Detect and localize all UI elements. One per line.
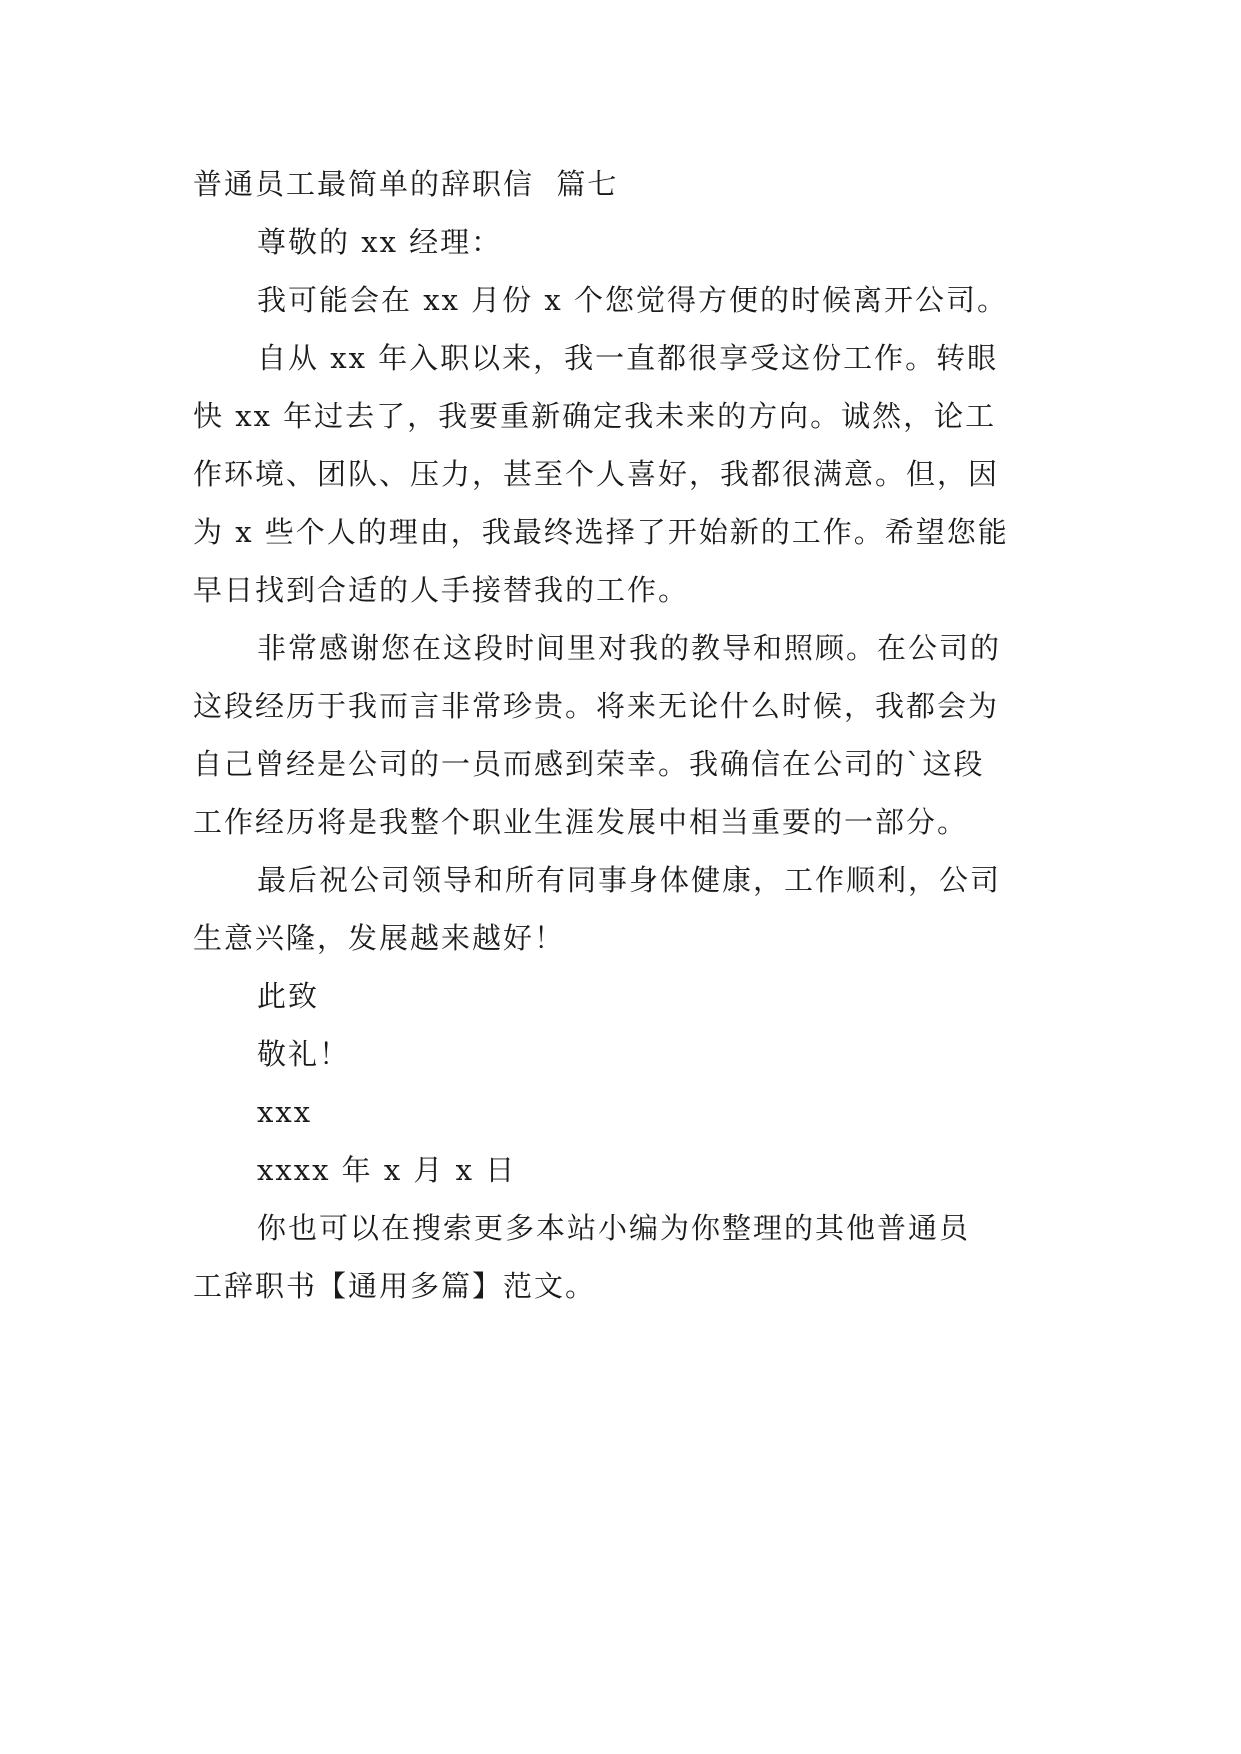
salutation: 尊敬的 xx 经理： — [257, 225, 503, 259]
paragraph-line: 快 xx 年过去了，我要重新确定我未来的方向。诚然，论工 — [193, 399, 997, 433]
paragraph-line: 为 x 些个人的理由，我最终选择了开始新的工作。希望您能 — [193, 515, 1009, 549]
paragraph-line: 早日找到合适的人手接替我的工作。 — [193, 573, 690, 607]
paragraph-line: 自己曾经是公司的一员而感到荣幸。我确信在公司的`这段 — [193, 747, 985, 781]
paragraph-line: 非常感谢您在这段时间里对我的教导和照顾。在公司的 — [257, 631, 1002, 665]
paragraph-line: 工作经历将是我整个职业生涯发展中相当重要的一部分。 — [193, 805, 969, 839]
paragraph-reason — [193, 329, 1055, 619]
signature: xxx — [257, 1095, 313, 1129]
footer-note — [193, 1199, 1055, 1315]
paragraph-line: 你也可以在搜索更多本站小编为你整理的其他普通员 — [257, 1211, 971, 1245]
paragraph-thanks — [193, 619, 1055, 851]
closing-greeting: 此致 — [257, 979, 320, 1013]
paragraph-line: 自从 xx 年入职以来，我一直都很享受这份工作。转眼 — [257, 341, 999, 375]
paragraph-line: 作环境、团队、压力，甚至个人喜好，我都很满意。但，因 — [193, 457, 1000, 491]
paragraph-wishes — [193, 851, 1055, 967]
paragraph-line: 最后祝公司领导和所有同事身体健康，工作顺利，公司 — [257, 863, 1002, 897]
paragraph-departure: 我可能会在 xx 月份 x 个您觉得方便的时候离开公司。 — [257, 283, 1008, 317]
letter-date: xxxx 年 x 月 x 日 — [257, 1153, 517, 1187]
paragraph-line: 工辞职书【通用多篇】范文。 — [193, 1269, 597, 1303]
document-title: 普通员工最简单的辞职信 篇七 — [193, 167, 619, 201]
closing-salute: 敬礼！ — [257, 1037, 351, 1071]
paragraph-line: 这段经历于我而言非常珍贵。将来无论什么时候，我都会为 — [193, 689, 1000, 723]
letter-body — [193, 155, 1055, 1315]
paragraph-line: 生意兴隆，发展越来越好！ — [193, 921, 566, 955]
